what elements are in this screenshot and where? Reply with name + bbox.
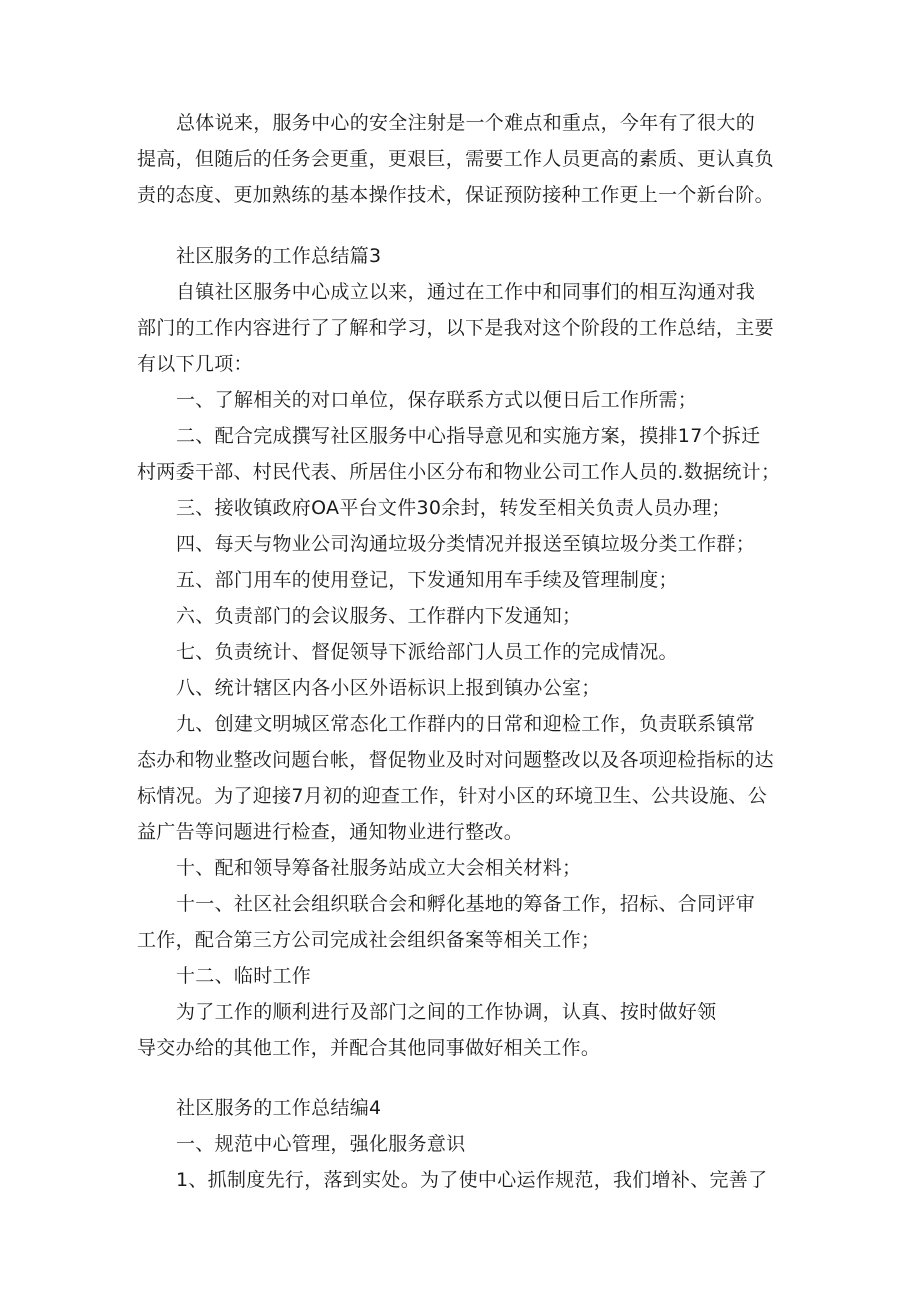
paragraph-line: 工作，配合第三方公司完成社会组织备案等相关工作； [137, 929, 601, 951]
paragraph-line: 导交办给的其他工作，并配合其他同事做好相关工作。 [137, 1037, 601, 1059]
paragraph-line: 部门的工作内容进行了了解和学习，以下是我对这个阶段的工作总结，主要 [137, 317, 774, 339]
list-item: 五、部门用车的使用登记，下发通知用车手续及管理制度； [176, 569, 678, 591]
list-item: 十、配和领导筹备社服务站成立大会相关材料； [176, 857, 582, 879]
paragraph-line: 1、抓制度先行，落到实处。为了使中心运作规范，我们增补、完善了 [176, 1169, 768, 1191]
list-item: 一、了解相关的对口单位，保存联系方式以便日后工作所需； [176, 389, 698, 411]
list-item: 十一、社区社会组织联合会和孵化基地的筹备工作，招标、合同评审 [176, 893, 756, 915]
list-item: 七、负责统计、督促领导下派给部门人员工作的完成情况。 [176, 641, 678, 663]
list-item: 十二、临时工作 [176, 965, 312, 987]
paragraph-line: 村两委干部、村民代表、所居住小区分布和物业公司工作人员的.数据统计； [137, 461, 781, 483]
paragraph-line: 责的态度、更加熟练的基本操作技术，保证预防接种工作更上一个新台阶。 [137, 184, 774, 206]
paragraph-line: 有以下几项： [137, 353, 253, 375]
list-item: 四、每天与物业公司沟通垃圾分类情况并报送至镇垃圾分类工作群； [176, 533, 756, 555]
paragraph-line: 标情况。为了迎接7月初的迎查工作，针对小区的环境卫生、公共设施、公 [137, 785, 767, 807]
list-item: 六、负责部门的会议服务、工作群内下发通知； [176, 605, 582, 627]
section-heading: 社区服务的工作总结编4 [176, 1097, 382, 1119]
paragraph-line: 益广告等问题进行检查，通知物业进行整改。 [137, 821, 524, 843]
paragraph-line: 总体说来，服务中心的安全注射是一个难点和重点，今年有了很大的 [176, 112, 756, 134]
list-item: 二、配合完成撰写社区服务中心指导意见和实施方案，摸排17个拆迁 [176, 425, 761, 447]
paragraph-line: 自镇社区服务中心成立以来，通过在工作中和同事们的相互沟通对我 [176, 281, 756, 303]
list-item: 九、创建文明城区常态化工作群内的日常和迎检工作，负责联系镇常 [176, 713, 756, 735]
list-item: 三、接收镇政府OA平台文件30余封，转发至相关负责人员办理； [176, 497, 731, 519]
paragraph-line: 为了工作的顺利进行及部门之间的工作协调，认真、按时做好领 [176, 1001, 717, 1023]
list-item: 八、统计辖区内各小区外语标识上报到镇办公室； [176, 677, 601, 699]
section-heading: 社区服务的工作总结篇3 [176, 245, 382, 267]
paragraph-line: 提高，但随后的任务会更重，更艰巨，需要工作人员更高的素质、更认真负 [137, 148, 774, 170]
subheading: 一、规范中心管理，强化服务意识 [176, 1133, 466, 1155]
paragraph-line: 态办和物业整改问题台帐，督促物业及时对问题整改以及各项迎检指标的达 [137, 749, 774, 771]
